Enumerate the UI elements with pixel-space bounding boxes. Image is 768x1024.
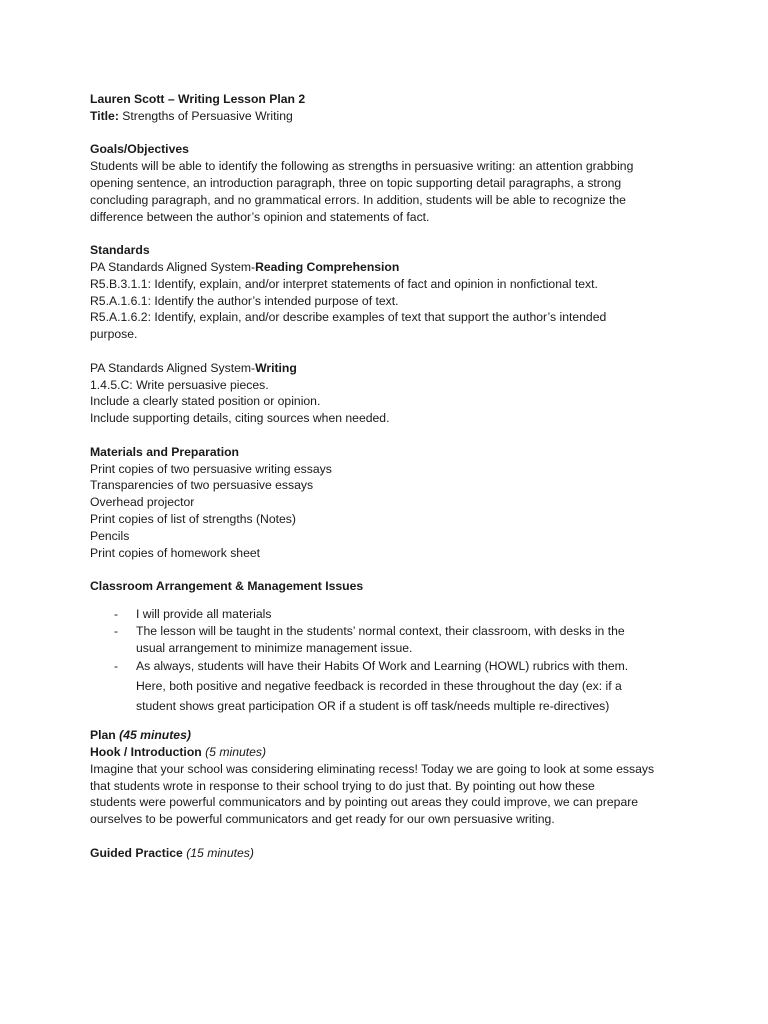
standard-line: R5.B.3.1.1: Identify, explain, and/or interpret statements of fact and opinion in nonfictional text. <box>90 276 598 291</box>
hook-line: students were powerful communicators and by pointing out areas they could improve, we can prepare <box>90 795 639 810</box>
reading-standards-heading <box>90 259 690 276</box>
bullet-line: The lesson will be taught in the students’ normal context, their classroom, with desks in the <box>136 623 625 638</box>
guided-practice-heading <box>90 845 690 862</box>
materials-item: Transparencies of two persuasive essays <box>90 478 314 493</box>
standard-line: 1.4.5.C: Write persuasive pieces. <box>90 377 269 392</box>
bullet-line: Here, both positive and negative feedback is recorded in these throughout the day (ex: if a <box>136 679 622 694</box>
hook-line: Imagine that your school was considering eliminating recess! Today we are going to look at some essays <box>90 761 655 776</box>
materials-item: Print copies of two persuasive writing essays <box>90 461 332 476</box>
bullet-dash: - <box>114 659 119 674</box>
plan-heading <box>90 727 690 744</box>
writing-standards-heading <box>90 360 690 377</box>
standards-heading: Standards <box>90 243 150 258</box>
reading-heading-bold: Reading Comprehension <box>255 259 400 274</box>
materials-item: Pencils <box>90 528 130 543</box>
materials-item: Overhead projector <box>90 495 195 510</box>
goals-line: concluding paragraph, and no grammatical errors. In addition, students will be able to recognize the <box>90 192 626 207</box>
goals-line: Students will be able to identify the following as strengths in persuasive writing: an attention grabbing <box>90 159 634 174</box>
materials-item: Print copies of homework sheet <box>90 545 261 560</box>
standard-line: Include supporting details, citing sources when needed. <box>90 411 390 426</box>
bullet-item <box>90 623 690 657</box>
guided-duration: (15 minutes) <box>186 845 254 860</box>
bullet-item <box>90 656 690 716</box>
plan-duration: (45 minutes) <box>119 728 191 743</box>
hook-duration: (5 minutes) <box>205 745 267 760</box>
lesson-title <box>90 108 690 125</box>
hook-line: that students wrote in response to their school trying to do just that. By pointing out how these <box>90 778 595 793</box>
bullet-dash: - <box>114 623 119 638</box>
goals-heading: Goals/Objectives <box>90 142 189 157</box>
bullet-line: usual arrangement to minimize management issue. <box>136 640 413 655</box>
bullet-dash: - <box>114 606 119 621</box>
standard-line: purpose. <box>90 327 138 342</box>
plan-label: Plan <box>90 728 116 743</box>
hook-line: ourselves to be powerful communicators and get ready for our own persuasive writing. <box>90 812 555 827</box>
materials-heading: Materials and Preparation <box>90 444 240 459</box>
classroom-heading: Classroom Arrangement & Management Issues <box>90 579 364 594</box>
standard-line: R5.A.1.6.1: Identify the author’s intended purpose of text. <box>90 293 399 308</box>
lesson-plan-body <box>90 91 690 862</box>
goals-line: difference between the author’s opinion and statements of fact. <box>90 209 430 224</box>
bullet-line: I will provide all materials <box>136 606 272 621</box>
title-text: Strengths of Persuasive Writing <box>118 108 293 123</box>
writing-heading-bold: Writing <box>255 360 297 375</box>
bullet-item <box>90 606 690 623</box>
hook-heading <box>90 744 690 761</box>
bullet-line: student shows great participation OR if a student is off task/needs multiple re-directives) <box>136 699 610 714</box>
title-label: Title: <box>90 108 119 123</box>
standard-line: R5.A.1.6.2: Identify, explain, and/or describe examples of text that support the author’s intended <box>90 310 607 325</box>
materials-item: Print copies of list of strengths (Notes) <box>90 511 296 526</box>
document-header: Lauren Scott – Writing Lesson Plan 2 <box>90 92 306 106</box>
hook-label: Hook / Introduction <box>90 745 202 760</box>
guided-label: Guided Practice <box>90 845 183 860</box>
goals-line: opening sentence, an introduction paragraph, three on topic supporting detail paragraphs, a strong <box>90 175 622 190</box>
writing-heading-prefix: PA Standards Aligned System- <box>90 360 256 375</box>
bullet-line: As always, students will have their Habits Of Work and Learning (HOWL) rubrics with them. <box>136 659 629 674</box>
reading-heading-prefix: PA Standards Aligned System- <box>90 259 256 274</box>
classroom-bullet-list <box>90 606 690 716</box>
standard-line: Include a clearly stated position or opinion. <box>90 394 321 409</box>
